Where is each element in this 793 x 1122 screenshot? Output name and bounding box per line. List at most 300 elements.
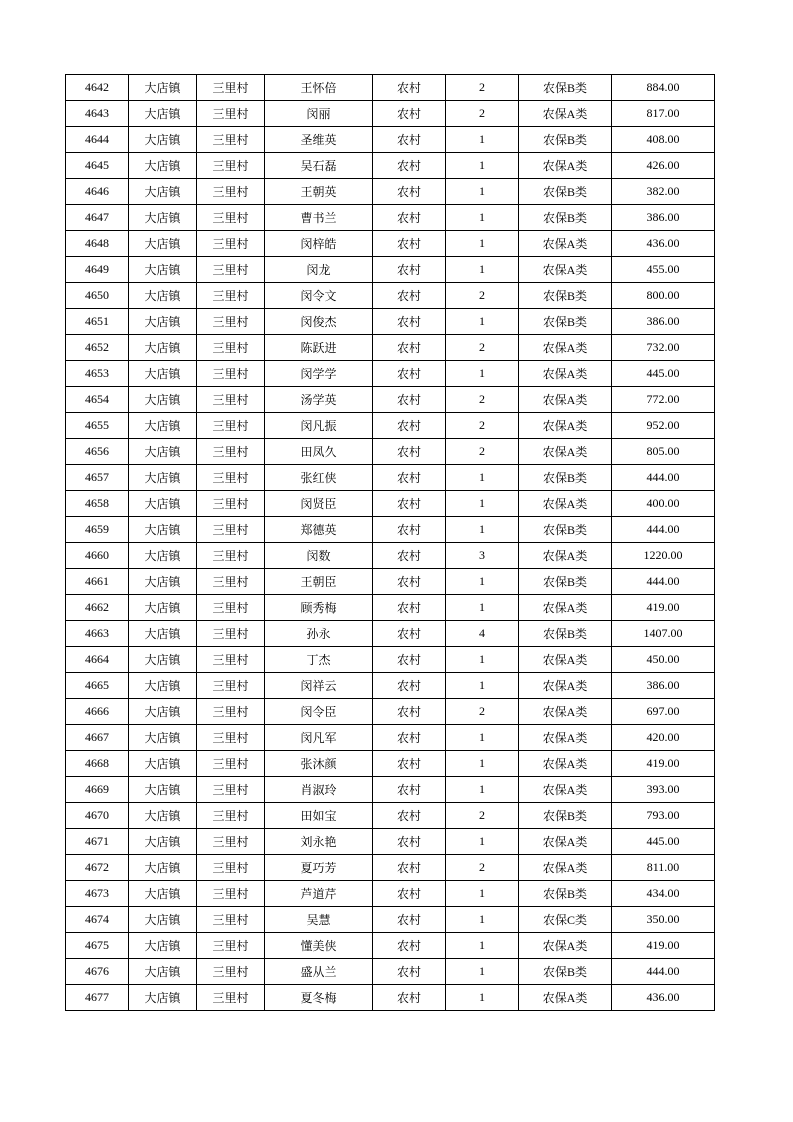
cell-name: 肖淑玲 xyxy=(265,777,373,803)
cell-town: 大店镇 xyxy=(129,673,197,699)
cell-count: 2 xyxy=(446,335,519,361)
cell-village: 三里村 xyxy=(197,881,265,907)
cell-town: 大店镇 xyxy=(129,803,197,829)
cell-type: 农村 xyxy=(373,361,446,387)
cell-count: 2 xyxy=(446,101,519,127)
cell-village: 三里村 xyxy=(197,309,265,335)
cell-town: 大店镇 xyxy=(129,335,197,361)
cell-category: 农保A类 xyxy=(519,725,612,751)
cell-name: 闵数 xyxy=(265,543,373,569)
cell-count: 1 xyxy=(446,907,519,933)
cell-category: 农保A类 xyxy=(519,413,612,439)
cell-type: 农村 xyxy=(373,621,446,647)
table-row xyxy=(66,985,715,1011)
cell-town: 大店镇 xyxy=(129,569,197,595)
cell-count: 1 xyxy=(446,881,519,907)
cell-amount: 793.00 xyxy=(612,803,715,829)
table-row xyxy=(66,751,715,777)
cell-name: 圣维英 xyxy=(265,127,373,153)
table-row xyxy=(66,153,715,179)
cell-village: 三里村 xyxy=(197,543,265,569)
cell-count: 1 xyxy=(446,829,519,855)
cell-amount: 400.00 xyxy=(612,491,715,517)
cell-type: 农村 xyxy=(373,413,446,439)
table-row xyxy=(66,491,715,517)
cell-id: 4666 xyxy=(66,699,129,725)
cell-name: 曹书兰 xyxy=(265,205,373,231)
table-row xyxy=(66,75,715,101)
cell-town: 大店镇 xyxy=(129,465,197,491)
cell-id: 4677 xyxy=(66,985,129,1011)
cell-category: 农保A类 xyxy=(519,101,612,127)
cell-village: 三里村 xyxy=(197,335,265,361)
cell-id: 4656 xyxy=(66,439,129,465)
cell-type: 农村 xyxy=(373,959,446,985)
table-row xyxy=(66,335,715,361)
cell-amount: 444.00 xyxy=(612,569,715,595)
cell-category: 农保B类 xyxy=(519,465,612,491)
cell-id: 4659 xyxy=(66,517,129,543)
cell-count: 2 xyxy=(446,699,519,725)
cell-name: 夏冬梅 xyxy=(265,985,373,1011)
cell-count: 1 xyxy=(446,465,519,491)
cell-town: 大店镇 xyxy=(129,309,197,335)
cell-type: 农村 xyxy=(373,829,446,855)
cell-id: 4642 xyxy=(66,75,129,101)
cell-amount: 800.00 xyxy=(612,283,715,309)
cell-name: 懂美侠 xyxy=(265,933,373,959)
cell-count: 1 xyxy=(446,309,519,335)
cell-amount: 408.00 xyxy=(612,127,715,153)
cell-id: 4650 xyxy=(66,283,129,309)
cell-count: 1 xyxy=(446,959,519,985)
table-row xyxy=(66,257,715,283)
cell-id: 4669 xyxy=(66,777,129,803)
cell-id: 4654 xyxy=(66,387,129,413)
cell-town: 大店镇 xyxy=(129,881,197,907)
cell-id: 4664 xyxy=(66,647,129,673)
cell-type: 农村 xyxy=(373,985,446,1011)
cell-town: 大店镇 xyxy=(129,439,197,465)
cell-id: 4647 xyxy=(66,205,129,231)
cell-type: 农村 xyxy=(373,699,446,725)
cell-id: 4657 xyxy=(66,465,129,491)
cell-type: 农村 xyxy=(373,205,446,231)
cell-type: 农村 xyxy=(373,309,446,335)
cell-id: 4652 xyxy=(66,335,129,361)
table-row xyxy=(66,595,715,621)
cell-category: 农保A类 xyxy=(519,673,612,699)
cell-name: 闵贤臣 xyxy=(265,491,373,517)
cell-type: 农村 xyxy=(373,933,446,959)
cell-village: 三里村 xyxy=(197,933,265,959)
table-row xyxy=(66,621,715,647)
cell-count: 1 xyxy=(446,985,519,1011)
cell-village: 三里村 xyxy=(197,257,265,283)
cell-town: 大店镇 xyxy=(129,699,197,725)
cell-type: 农村 xyxy=(373,595,446,621)
table-row xyxy=(66,855,715,881)
cell-amount: 450.00 xyxy=(612,647,715,673)
cell-category: 农保B类 xyxy=(519,621,612,647)
table-row xyxy=(66,205,715,231)
table-body xyxy=(66,75,715,1011)
cell-id: 4645 xyxy=(66,153,129,179)
cell-village: 三里村 xyxy=(197,75,265,101)
cell-village: 三里村 xyxy=(197,179,265,205)
table-row xyxy=(66,465,715,491)
cell-category: 农保A类 xyxy=(519,387,612,413)
cell-count: 1 xyxy=(446,231,519,257)
cell-village: 三里村 xyxy=(197,699,265,725)
cell-amount: 445.00 xyxy=(612,361,715,387)
cell-town: 大店镇 xyxy=(129,231,197,257)
cell-id: 4674 xyxy=(66,907,129,933)
cell-count: 1 xyxy=(446,179,519,205)
cell-village: 三里村 xyxy=(197,231,265,257)
cell-name: 闵俊杰 xyxy=(265,309,373,335)
cell-amount: 732.00 xyxy=(612,335,715,361)
cell-count: 2 xyxy=(446,855,519,881)
cell-category: 农保A类 xyxy=(519,257,612,283)
cell-amount: 436.00 xyxy=(612,231,715,257)
cell-type: 农村 xyxy=(373,387,446,413)
cell-category: 农保A类 xyxy=(519,153,612,179)
cell-name: 芦道芹 xyxy=(265,881,373,907)
cell-category: 农保A类 xyxy=(519,595,612,621)
table-row xyxy=(66,361,715,387)
cell-category: 农保A类 xyxy=(519,751,612,777)
cell-id: 4670 xyxy=(66,803,129,829)
cell-village: 三里村 xyxy=(197,777,265,803)
cell-category: 农保A类 xyxy=(519,439,612,465)
cell-id: 4646 xyxy=(66,179,129,205)
cell-category: 农保B类 xyxy=(519,75,612,101)
cell-town: 大店镇 xyxy=(129,595,197,621)
table-row xyxy=(66,231,715,257)
cell-count: 1 xyxy=(446,751,519,777)
cell-amount: 1407.00 xyxy=(612,621,715,647)
cell-amount: 445.00 xyxy=(612,829,715,855)
table-row xyxy=(66,725,715,751)
cell-amount: 444.00 xyxy=(612,517,715,543)
cell-amount: 952.00 xyxy=(612,413,715,439)
benefit-roster-table xyxy=(65,74,715,1011)
cell-name: 张沐颜 xyxy=(265,751,373,777)
cell-id: 4668 xyxy=(66,751,129,777)
cell-type: 农村 xyxy=(373,127,446,153)
cell-type: 农村 xyxy=(373,153,446,179)
cell-type: 农村 xyxy=(373,491,446,517)
cell-count: 1 xyxy=(446,205,519,231)
cell-category: 农保B类 xyxy=(519,881,612,907)
cell-name: 王怀倍 xyxy=(265,75,373,101)
table-row xyxy=(66,699,715,725)
cell-count: 1 xyxy=(446,361,519,387)
cell-category: 农保B类 xyxy=(519,803,612,829)
cell-village: 三里村 xyxy=(197,855,265,881)
cell-category: 农保B类 xyxy=(519,309,612,335)
cell-village: 三里村 xyxy=(197,517,265,543)
table-row xyxy=(66,309,715,335)
cell-town: 大店镇 xyxy=(129,621,197,647)
cell-type: 农村 xyxy=(373,777,446,803)
cell-name: 夏巧芳 xyxy=(265,855,373,881)
cell-category: 农保A类 xyxy=(519,231,612,257)
cell-type: 农村 xyxy=(373,465,446,491)
table-row xyxy=(66,777,715,803)
cell-amount: 386.00 xyxy=(612,309,715,335)
cell-type: 农村 xyxy=(373,543,446,569)
cell-town: 大店镇 xyxy=(129,985,197,1011)
cell-village: 三里村 xyxy=(197,413,265,439)
cell-type: 农村 xyxy=(373,101,446,127)
cell-id: 4643 xyxy=(66,101,129,127)
cell-town: 大店镇 xyxy=(129,829,197,855)
cell-amount: 455.00 xyxy=(612,257,715,283)
cell-id: 4649 xyxy=(66,257,129,283)
cell-count: 2 xyxy=(446,803,519,829)
cell-name: 汤学英 xyxy=(265,387,373,413)
cell-town: 大店镇 xyxy=(129,75,197,101)
cell-name: 刘永艳 xyxy=(265,829,373,855)
cell-count: 1 xyxy=(446,777,519,803)
cell-name: 闵龙 xyxy=(265,257,373,283)
cell-amount: 811.00 xyxy=(612,855,715,881)
cell-amount: 386.00 xyxy=(612,205,715,231)
cell-town: 大店镇 xyxy=(129,127,197,153)
cell-count: 2 xyxy=(446,387,519,413)
cell-id: 4658 xyxy=(66,491,129,517)
cell-name: 闵令臣 xyxy=(265,699,373,725)
cell-town: 大店镇 xyxy=(129,387,197,413)
cell-amount: 697.00 xyxy=(612,699,715,725)
table-row xyxy=(66,803,715,829)
cell-name: 王朝臣 xyxy=(265,569,373,595)
cell-type: 农村 xyxy=(373,569,446,595)
cell-id: 4673 xyxy=(66,881,129,907)
table-row xyxy=(66,647,715,673)
cell-name: 闵令文 xyxy=(265,283,373,309)
cell-village: 三里村 xyxy=(197,153,265,179)
cell-category: 农保A类 xyxy=(519,491,612,517)
table-row xyxy=(66,439,715,465)
cell-type: 农村 xyxy=(373,75,446,101)
cell-village: 三里村 xyxy=(197,205,265,231)
cell-type: 农村 xyxy=(373,439,446,465)
cell-village: 三里村 xyxy=(197,387,265,413)
table-row xyxy=(66,907,715,933)
table-row xyxy=(66,543,715,569)
cell-village: 三里村 xyxy=(197,569,265,595)
cell-village: 三里村 xyxy=(197,829,265,855)
cell-town: 大店镇 xyxy=(129,179,197,205)
cell-category: 农保A类 xyxy=(519,933,612,959)
cell-category: 农保A类 xyxy=(519,361,612,387)
cell-amount: 772.00 xyxy=(612,387,715,413)
cell-amount: 434.00 xyxy=(612,881,715,907)
cell-id: 4644 xyxy=(66,127,129,153)
cell-village: 三里村 xyxy=(197,465,265,491)
cell-count: 2 xyxy=(446,283,519,309)
cell-count: 1 xyxy=(446,673,519,699)
cell-town: 大店镇 xyxy=(129,413,197,439)
cell-town: 大店镇 xyxy=(129,777,197,803)
cell-id: 4660 xyxy=(66,543,129,569)
cell-village: 三里村 xyxy=(197,673,265,699)
cell-name: 闵祥云 xyxy=(265,673,373,699)
cell-id: 4653 xyxy=(66,361,129,387)
cell-category: 农保C类 xyxy=(519,907,612,933)
table-row xyxy=(66,283,715,309)
cell-village: 三里村 xyxy=(197,803,265,829)
cell-type: 农村 xyxy=(373,881,446,907)
cell-id: 4675 xyxy=(66,933,129,959)
cell-village: 三里村 xyxy=(197,127,265,153)
cell-id: 4663 xyxy=(66,621,129,647)
cell-name: 闵凡军 xyxy=(265,725,373,751)
cell-village: 三里村 xyxy=(197,491,265,517)
cell-name: 闵学学 xyxy=(265,361,373,387)
cell-count: 2 xyxy=(446,413,519,439)
cell-village: 三里村 xyxy=(197,595,265,621)
cell-village: 三里村 xyxy=(197,621,265,647)
cell-name: 王朝英 xyxy=(265,179,373,205)
cell-name: 郑德英 xyxy=(265,517,373,543)
cell-id: 4661 xyxy=(66,569,129,595)
cell-name: 张红侠 xyxy=(265,465,373,491)
cell-town: 大店镇 xyxy=(129,257,197,283)
cell-category: 农保A类 xyxy=(519,647,612,673)
cell-town: 大店镇 xyxy=(129,855,197,881)
cell-town: 大店镇 xyxy=(129,959,197,985)
cell-amount: 419.00 xyxy=(612,595,715,621)
cell-category: 农保A类 xyxy=(519,855,612,881)
cell-type: 农村 xyxy=(373,179,446,205)
cell-town: 大店镇 xyxy=(129,907,197,933)
cell-village: 三里村 xyxy=(197,101,265,127)
cell-type: 农村 xyxy=(373,855,446,881)
cell-count: 2 xyxy=(446,75,519,101)
cell-count: 1 xyxy=(446,153,519,179)
cell-category: 农保B类 xyxy=(519,205,612,231)
cell-amount: 386.00 xyxy=(612,673,715,699)
cell-amount: 444.00 xyxy=(612,959,715,985)
cell-type: 农村 xyxy=(373,335,446,361)
cell-town: 大店镇 xyxy=(129,751,197,777)
cell-amount: 419.00 xyxy=(612,751,715,777)
cell-category: 农保B类 xyxy=(519,959,612,985)
cell-village: 三里村 xyxy=(197,751,265,777)
cell-id: 4667 xyxy=(66,725,129,751)
cell-type: 农村 xyxy=(373,725,446,751)
table-row xyxy=(66,569,715,595)
cell-amount: 805.00 xyxy=(612,439,715,465)
cell-type: 农村 xyxy=(373,907,446,933)
cell-category: 农保B类 xyxy=(519,179,612,205)
cell-name: 田如宝 xyxy=(265,803,373,829)
cell-type: 农村 xyxy=(373,751,446,777)
cell-type: 农村 xyxy=(373,803,446,829)
cell-id: 4676 xyxy=(66,959,129,985)
cell-name: 顾秀梅 xyxy=(265,595,373,621)
cell-count: 1 xyxy=(446,569,519,595)
cell-town: 大店镇 xyxy=(129,101,197,127)
table-row xyxy=(66,101,715,127)
cell-count: 1 xyxy=(446,257,519,283)
cell-type: 农村 xyxy=(373,283,446,309)
cell-name: 吴慧 xyxy=(265,907,373,933)
cell-id: 4648 xyxy=(66,231,129,257)
cell-village: 三里村 xyxy=(197,283,265,309)
cell-village: 三里村 xyxy=(197,361,265,387)
cell-town: 大店镇 xyxy=(129,725,197,751)
table-row xyxy=(66,387,715,413)
cell-amount: 420.00 xyxy=(612,725,715,751)
cell-count: 1 xyxy=(446,933,519,959)
cell-category: 农保B类 xyxy=(519,283,612,309)
cell-count: 1 xyxy=(446,647,519,673)
cell-count: 1 xyxy=(446,517,519,543)
cell-town: 大店镇 xyxy=(129,283,197,309)
cell-id: 4671 xyxy=(66,829,129,855)
table-row xyxy=(66,881,715,907)
cell-amount: 817.00 xyxy=(612,101,715,127)
table-row xyxy=(66,673,715,699)
cell-amount: 382.00 xyxy=(612,179,715,205)
cell-category: 农保A类 xyxy=(519,335,612,361)
cell-count: 1 xyxy=(446,725,519,751)
cell-id: 4651 xyxy=(66,309,129,335)
cell-category: 农保B类 xyxy=(519,127,612,153)
cell-type: 农村 xyxy=(373,257,446,283)
cell-category: 农保B类 xyxy=(519,569,612,595)
cell-name: 丁杰 xyxy=(265,647,373,673)
cell-type: 农村 xyxy=(373,647,446,673)
cell-town: 大店镇 xyxy=(129,491,197,517)
cell-amount: 393.00 xyxy=(612,777,715,803)
cell-id: 4655 xyxy=(66,413,129,439)
cell-village: 三里村 xyxy=(197,985,265,1011)
cell-village: 三里村 xyxy=(197,907,265,933)
cell-count: 1 xyxy=(446,491,519,517)
cell-amount: 419.00 xyxy=(612,933,715,959)
cell-town: 大店镇 xyxy=(129,205,197,231)
cell-village: 三里村 xyxy=(197,959,265,985)
cell-count: 1 xyxy=(446,127,519,153)
cell-name: 田凤久 xyxy=(265,439,373,465)
table-row xyxy=(66,829,715,855)
cell-village: 三里村 xyxy=(197,439,265,465)
cell-count: 2 xyxy=(446,439,519,465)
cell-village: 三里村 xyxy=(197,725,265,751)
cell-town: 大店镇 xyxy=(129,647,197,673)
cell-type: 农村 xyxy=(373,231,446,257)
cell-category: 农保A类 xyxy=(519,699,612,725)
cell-amount: 884.00 xyxy=(612,75,715,101)
cell-amount: 350.00 xyxy=(612,907,715,933)
cell-name: 吴石磊 xyxy=(265,153,373,179)
cell-town: 大店镇 xyxy=(129,543,197,569)
cell-category: 农保A类 xyxy=(519,777,612,803)
cell-count: 1 xyxy=(446,595,519,621)
cell-name: 闵凡振 xyxy=(265,413,373,439)
table-row xyxy=(66,179,715,205)
cell-amount: 426.00 xyxy=(612,153,715,179)
cell-id: 4662 xyxy=(66,595,129,621)
cell-amount: 436.00 xyxy=(612,985,715,1011)
table-row xyxy=(66,413,715,439)
